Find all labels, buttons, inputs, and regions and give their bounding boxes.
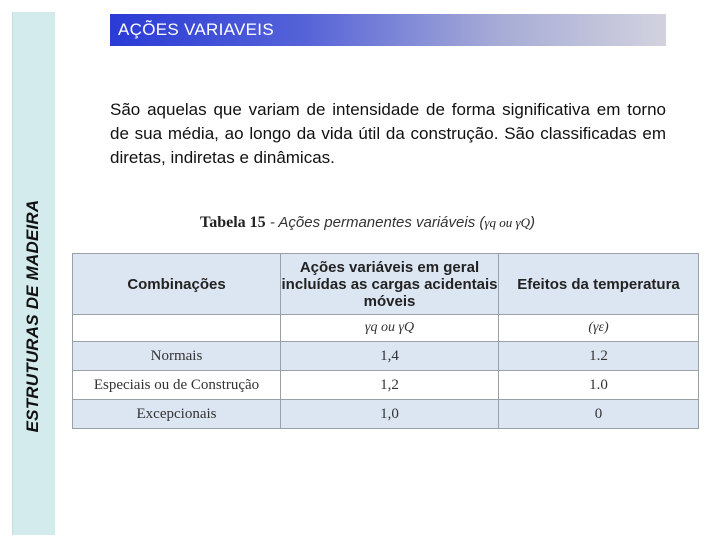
row-temperature-value: 1.0	[499, 371, 699, 400]
caption-symbols: γq ou γQ	[484, 215, 530, 230]
header-combinations: Combinações	[73, 254, 281, 315]
table-row	[73, 371, 699, 400]
subheader-gamma-q: γq ou γQ	[281, 315, 499, 342]
row-variable-value: 1,2	[281, 371, 499, 400]
header-variable-actions: Ações variáveis em geral incluídas as cargas acidentais móveis	[281, 254, 499, 315]
coefficients-table	[72, 253, 699, 429]
subheader-empty	[73, 315, 281, 342]
row-combination: Especiais ou de Construção	[73, 371, 281, 400]
row-combination: Normais	[73, 342, 281, 371]
side-label: ESTRUTURAS DE MADEIRA	[23, 199, 42, 433]
row-temperature-value: 1.2	[499, 342, 699, 371]
table-header-row	[73, 254, 699, 315]
row-variable-value: 1,4	[281, 342, 499, 371]
subheader-gamma-e: (γε)	[499, 315, 699, 342]
header-temperature-effects: Efeitos da temperatura	[499, 254, 699, 315]
caption-number: Tabela 15	[200, 214, 266, 231]
table-subheader-row	[73, 315, 699, 342]
slide-title: AÇÕES VARIAVEIS	[118, 20, 274, 39]
body-paragraph: São aquelas que variam de intensidade de forma significativa em torno de sua média, ao longo da vida útil da construção. São classificadas em diretas, indiretas e dinâmicas.	[110, 100, 666, 167]
table-caption	[200, 214, 535, 232]
caption-close: )	[530, 214, 535, 231]
caption-text: - Ações permanentes variáveis (	[265, 214, 485, 231]
table-row	[73, 342, 699, 371]
row-temperature-value: 0	[499, 400, 699, 429]
title-bar	[110, 14, 666, 46]
row-variable-value: 1,0	[281, 400, 499, 429]
table-row	[73, 400, 699, 429]
row-combination: Excepcionais	[73, 400, 281, 429]
